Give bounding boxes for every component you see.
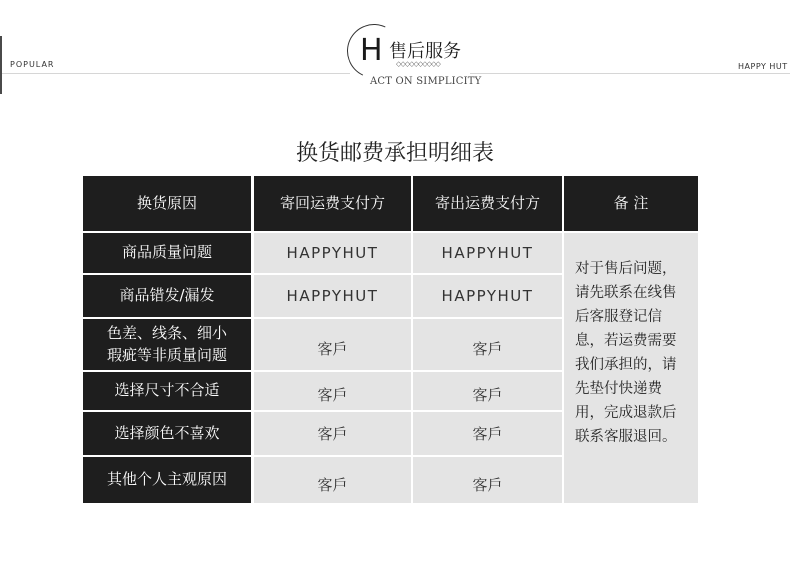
send-payer-cell: 客戶: [413, 372, 562, 410]
send-payer-cell: 客戶: [413, 412, 562, 455]
header-note: 备 注: [564, 176, 698, 231]
reason-cell: 商品错发/漏发: [83, 275, 251, 317]
return-payer-cell: 客戶: [254, 372, 411, 410]
reason-cell: 选择尺寸不合适: [83, 372, 251, 410]
logo-letter: H: [360, 33, 383, 68]
reason-line: 色差、线条、细小: [106, 323, 227, 342]
tagline: ACT ON SIMPLICITY: [370, 76, 482, 87]
reason-cell: 选择颜色不喜欢: [83, 412, 251, 455]
note-cell: 对于售后问题，请先联系在线售后客服登记信息，若运费需要我们承担的，请先垫付快递费用，完成退款后联系客服退回。: [564, 233, 698, 503]
return-payer-cell: HAPPYHUT: [254, 233, 411, 273]
header-send-payer: 寄出运费支付方: [413, 176, 562, 231]
reason-cell: 其他个人主观原因: [83, 457, 251, 503]
table-title: 换货邮费承担明细表: [295, 141, 494, 166]
send-payer-cell: HAPPYHUT: [413, 233, 562, 273]
send-payer-cell: 客戶: [413, 319, 562, 370]
header-return-payer: 寄回运费支付方: [254, 176, 411, 231]
logo-pattern: ◇◇◇◇◇◇◇◇◇◇: [396, 60, 440, 68]
reason-cell: 商品质量问题: [83, 233, 251, 273]
send-payer-cell: HAPPYHUT: [413, 275, 562, 317]
header-divider-right: [470, 73, 790, 74]
reason-cell: [83, 319, 251, 370]
brand-right-label: HAPPY HUT: [738, 62, 788, 71]
return-payer-cell: 客戶: [254, 457, 411, 503]
logo-text: 售后服务: [389, 41, 461, 62]
header-divider-left: [0, 73, 350, 74]
return-payer-cell: HAPPYHUT: [254, 275, 411, 317]
return-payer-cell: 客戶: [254, 319, 411, 370]
return-payer-cell: 客戶: [254, 412, 411, 455]
header-reason: 换货原因: [83, 176, 251, 231]
popular-label: POPULAR: [10, 60, 55, 69]
send-payer-cell: 客戶: [413, 457, 562, 503]
reason-line: 瑕疵等非质量问题: [106, 345, 227, 364]
left-accent-bar: [0, 36, 2, 94]
